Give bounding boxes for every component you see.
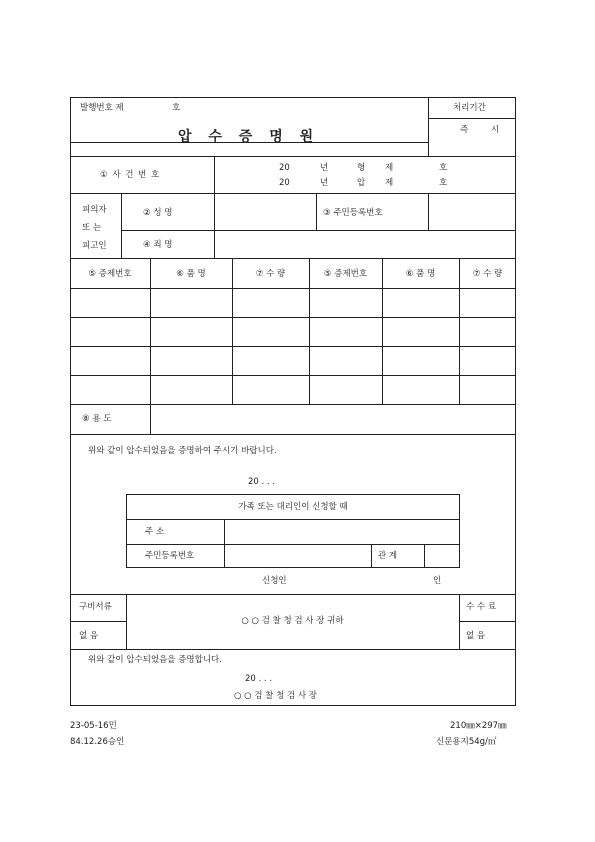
documents-label: 구비서류 — [79, 602, 112, 612]
evidence-col-5 — [459, 258, 460, 404]
paper-type: 신문용지54g/㎡ — [436, 737, 497, 747]
header-divider-h — [428, 118, 516, 119]
suspect-side-2: 또 는 — [82, 223, 102, 233]
issue-ho: 호 — [172, 103, 181, 113]
evidence-header-item-1: ⑥ 품 명 — [176, 269, 206, 279]
case-divider — [214, 156, 215, 193]
evidence-bottom — [70, 404, 516, 405]
request-date: 20 . . . — [248, 477, 276, 487]
processing-period-value: 즉 시 — [460, 125, 510, 135]
case-nyeon-1: 년 — [320, 163, 329, 173]
evidence-header-no-1: ⑤ 증제번호 — [88, 269, 132, 279]
suspect-bottom — [70, 258, 516, 259]
docs-left-mid — [70, 621, 126, 622]
case-bottom — [70, 193, 516, 194]
evidence-row-1 — [70, 317, 516, 318]
form-title: 압 수 증 명 원 — [178, 129, 320, 145]
proxy-col-1 — [224, 519, 225, 568]
case-ho-1: 호 — [439, 163, 448, 173]
evidence-col-3 — [309, 258, 310, 404]
proxy-col-2 — [371, 544, 372, 568]
applicant-label: 신청인 — [262, 576, 287, 586]
case-year-2: 20 — [279, 178, 290, 188]
purpose-label: ⑧ 용 도 — [82, 414, 112, 424]
suspect-side-v — [121, 193, 122, 258]
case-year-1: 20 — [279, 163, 290, 173]
case-je-2: 제 — [385, 178, 394, 188]
docs-top — [70, 594, 516, 595]
request-text: 위와 같이 압수되었음을 증명하여 주시기 바랍니다. — [88, 446, 277, 456]
paper-size: 210㎜×297㎜ — [450, 721, 507, 731]
case-ho-2: 호 — [439, 178, 448, 188]
suspect-mid — [121, 230, 516, 231]
certify-text: 위와 같이 압수되었음을 증명합니다. — [88, 655, 222, 665]
evidence-col-4 — [382, 258, 383, 404]
evidence-header-no-2: ⑤ 증제번호 — [323, 269, 368, 279]
proxy-row-1 — [126, 519, 460, 520]
purpose-bottom — [70, 434, 516, 435]
proxy-title: 가족 또는 대리인이 신청할 때 — [238, 502, 348, 512]
proxy-col-3 — [424, 544, 425, 568]
proxy-rrn-label: 주민등록번호 — [145, 551, 195, 561]
suspect-side-3: 피고인 — [82, 241, 107, 251]
docs-bottom — [70, 649, 516, 650]
period-v — [428, 142, 429, 156]
proxy-row-2 — [126, 544, 460, 545]
evidence-header-bottom — [70, 288, 516, 289]
suspect-rrn-v2 — [428, 193, 429, 230]
issue-number: 발행번호 제 — [80, 103, 124, 113]
addressee: ○ ○ 검 찰 청 검 사 장 귀하 — [241, 616, 344, 626]
certify-date: 20 . . . — [245, 674, 273, 684]
case-number-label: ① 사 건 번 호 — [100, 170, 161, 180]
evidence-header-qty-2: ⑦ 수 량 — [472, 269, 503, 279]
name-label: ② 성 명 — [143, 208, 173, 218]
proxy-address-label: 주 소 — [145, 527, 165, 537]
case-type-1: 형 — [357, 163, 366, 173]
evidence-row-3 — [70, 375, 516, 376]
suspect-side-1: 피의자 — [82, 205, 107, 215]
docs-right-mid — [459, 621, 516, 622]
case-type-2: 압 — [357, 178, 366, 188]
form-number: 23-05-16민 — [70, 721, 117, 731]
suspect-label-v — [214, 193, 215, 258]
case-nyeon-2: 년 — [320, 178, 329, 188]
documents-value: 없 음 — [79, 631, 99, 641]
approval-date: 84.12.26승인 — [70, 737, 125, 747]
fee-value: 없 음 — [466, 631, 486, 641]
suspect-rrn-v1 — [316, 193, 317, 230]
suspect-rrn-label: ③ 주민등록번호 — [323, 208, 383, 218]
evidence-row-2 — [70, 346, 516, 347]
proxy-relation-label: 관 계 — [378, 551, 398, 561]
evidence-col-2 — [232, 258, 233, 404]
evidence-header-item-2: ⑥ 품 명 — [405, 269, 436, 279]
evidence-col-1 — [150, 258, 151, 404]
fee-label: 수 수 료 — [466, 602, 497, 612]
purpose-v — [150, 404, 151, 434]
header-divider-v — [428, 97, 429, 142]
form-frame — [70, 97, 516, 706]
processing-period-label: 처리기간 — [453, 103, 486, 113]
certify-signer: ○ ○ 검 찰 청 검 사 장 — [234, 691, 318, 701]
evidence-header-qty-1: ⑦ 수 량 — [255, 269, 286, 279]
applicant-seal: 인 — [433, 576, 442, 586]
title-bottom — [70, 156, 516, 157]
case-je-1: 제 — [385, 163, 394, 173]
charge-label: ④ 죄 명 — [143, 240, 173, 250]
